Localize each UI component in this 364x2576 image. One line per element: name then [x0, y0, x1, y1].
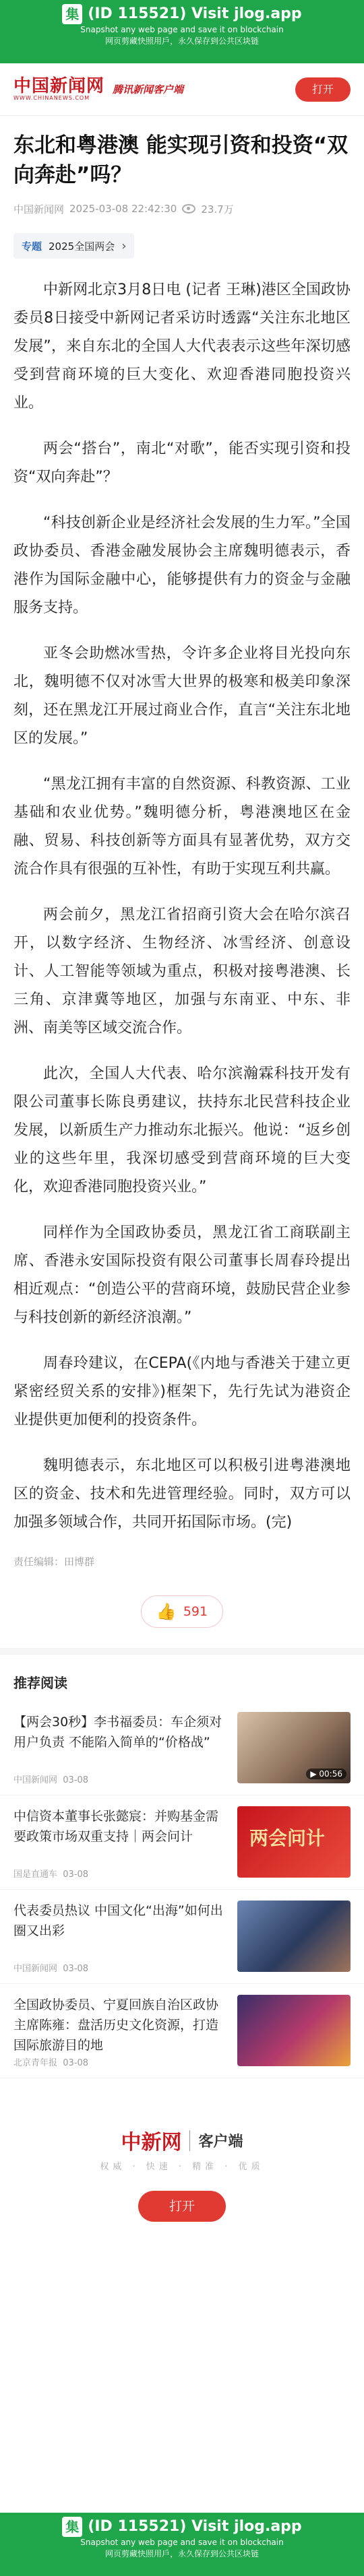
video-duration-badge: ▶ 00:56 [306, 1769, 346, 1779]
brand-url: WWW.CHINANEWS.COM [13, 95, 90, 101]
topic-name: 2025全国两会 [49, 240, 115, 253]
banner-id-line: (ID 115521) Visit jlog.app [88, 2518, 302, 2535]
article-paragraph: 同样作为全国政协委员，黑龙江省工商联副主席、香港永安国际投资有限公司董事长周春玲提出相近观点：“创造公平的营商环境，鼓励民营企业参与科技创新的新经济浪潮。” [13, 1224, 351, 1326]
recommend-item-title: 中信资本董事长张懿宸：并购基金需要政策市场双重支持｜两会问计 [13, 1809, 219, 1844]
like-button[interactable] [141, 1595, 223, 1628]
footer-open-app-button[interactable]: 打开 [138, 2191, 226, 2222]
article-source: 中国新闻网 [13, 203, 65, 216]
eye-icon [182, 204, 195, 213]
article-paragraph: 亚冬会助燃冰雪热，令许多企业将目光投向东北，魏明德不仅对冰雪大世界的极寒和极美印象深刻，还在黑龙江开展过商业合作，直言“关注东北地区的发展。” [13, 645, 351, 747]
banner-zh-text: 网页剪藏快照用戶，永久保存到公共区块链 [104, 2549, 259, 2558]
site-header [0, 63, 364, 116]
view-count: 23.7万 [201, 203, 234, 216]
article-title: 东北和粤港澳 能实现引资和投资“双向奔赴”吗？ [13, 133, 348, 187]
banner-en-text: Snapshot any web page and save it on blockchain [80, 25, 284, 34]
recommend-item-meta: 北京青年报 03-08 [13, 2058, 89, 2068]
app-promo-footer [0, 2078, 364, 2222]
article-body [13, 276, 351, 1537]
article [0, 131, 364, 1628]
banner-en-text: Snapshot any web page and save it on blockchain [80, 2538, 284, 2547]
recommend-thumbnail [237, 1806, 351, 1878]
topic-link[interactable] [13, 233, 134, 259]
thumbs-up-icon: 👍 [156, 1602, 177, 1621]
thumbnail-text: 两会问计 [249, 1827, 326, 1849]
recommend-item[interactable] [0, 1984, 364, 2078]
header-slogan: 腾讯新闻客户端 [113, 84, 184, 96]
recommend-item-title: 代表委员热议 中国文化“出海”如何出圈又出彩 [13, 1903, 223, 1938]
article-paragraph: “科技创新企业是经济社会发展的生力军。”全国政协委员、香港金融发展协会主席魏明德表示，香港作为国际金融中心，能够提供有力的资金与金融服务支持。 [13, 515, 351, 616]
banner-id-line: (ID 115521) Visit jlog.app [88, 5, 302, 22]
recommend-item-title: 【两会30秒】李书福委员：车企须对用户负责 不能陷入简单的“价格战” [13, 1715, 222, 1750]
jlog-logo-icon: 集 [62, 4, 82, 24]
jlog-logo-icon: 集 [62, 2517, 82, 2537]
article-paragraph: “黑龙江拥有丰富的自然资源、科教资源、工业基础和农业优势。”魏明德分析，粤港澳地区在金融、贸易、科技创新等方面具有显著优势，双方交流合作具有很强的互补性，有助于实现互利共赢。 [13, 776, 351, 878]
article-meta [13, 199, 351, 218]
site-logo[interactable] [13, 77, 104, 101]
recommend-item-title: 全国政协委员、宁夏回族自治区政协主席陈雍：盘活历史文化资源，打造国际旅游目的地 [13, 1997, 219, 2053]
like-count: 591 [183, 1604, 208, 1619]
footer-brand: 中新网 [121, 2131, 182, 2154]
recommend-item[interactable] [0, 1795, 364, 1890]
recommend-item[interactable] [0, 1890, 364, 1984]
chevron-right-icon: › [121, 238, 127, 253]
recommend-item-meta: 中国新闻网 03-08 [13, 1964, 89, 1974]
recommend-item-meta: 中国新闻网 03-08 [13, 1775, 89, 1785]
recommend-thumbnail [237, 1995, 351, 2066]
article-editor: 责任编辑：田博群 [13, 1556, 95, 1568]
top-banner[interactable] [0, 0, 364, 63]
article-paragraph: 此次，全国人大代表、哈尔滨瀚霖科技开发有限公司董事长陈良勇建议，扶持东北民营科技企业发展，以新质生产力推动东北振兴。他说：“返乡创业的这些年里，我深切感受到营商环境的巨大变化，欢迎香港同胞投资兴业。” [13, 1065, 351, 1195]
recommend-title: 推荐阅读 [13, 1675, 67, 1691]
article-datetime: 2025-03-08 22:42:30 [69, 203, 177, 215]
open-app-button[interactable]: 打开 [295, 77, 351, 102]
article-paragraph: 中新网北京3月8日电 (记者 王琳)港区全国政协委员8日接受中新网记者采访时透露“关注东北地区发展”，来自东北的全国人大代表表示这些年深切感受到营商环境的巨大变化、欢迎香港同胞投资兴业。 [13, 282, 351, 411]
recommend-item-meta: 国是直通车 03-08 [13, 1870, 89, 1880]
article-paragraph: 两会“搭台”，南北“对歌”，能否实现引资和投资“双向奔赴”？ [13, 440, 351, 486]
article-paragraph: 周春玲建议，在CEPA(《内地与香港关于建立更紧密经贸关系的安排》)框架下，先行先试为港资企业提供更加便利的投资条件。 [13, 1355, 351, 1428]
like-area [13, 1595, 351, 1628]
article-paragraph: 两会前夕，黑龙江省招商引资大会在哈尔滨召开，以数字经济、生物经济、冰雪经济、创意设计、人工智能等领域为重点，积极对接粤港澳、长三角、京津冀等地区，加强与东南亚、中东、非洲、南美等区域交流合作。 [13, 906, 351, 1036]
recommend-thumbnail [237, 1712, 351, 1783]
recommend-thumbnail [237, 1901, 351, 1972]
bottom-banner[interactable] [0, 2513, 364, 2576]
footer-tagline: 权威 · 快速 · 精准 · 优质 [100, 2162, 264, 2172]
topic-tag: 专题 [22, 240, 42, 253]
section-divider [0, 1648, 364, 1655]
article-paragraph: 魏明德表示，东北地区可以积极引进粤港澳地区的资金、技术和先进管理经验。同时，双方可以加强多领域合作，共同开拓国际市场。(完) [13, 1457, 351, 1531]
brand-name: 中国新闻网 [13, 76, 105, 96]
banner-zh-text: 网页剪藏快照用戶，永久保存到公共区块链 [104, 36, 259, 46]
recommend-item[interactable] [0, 1701, 364, 1795]
footer-client-label: 客户端 [189, 2130, 243, 2151]
recommend-section [0, 1655, 364, 2078]
